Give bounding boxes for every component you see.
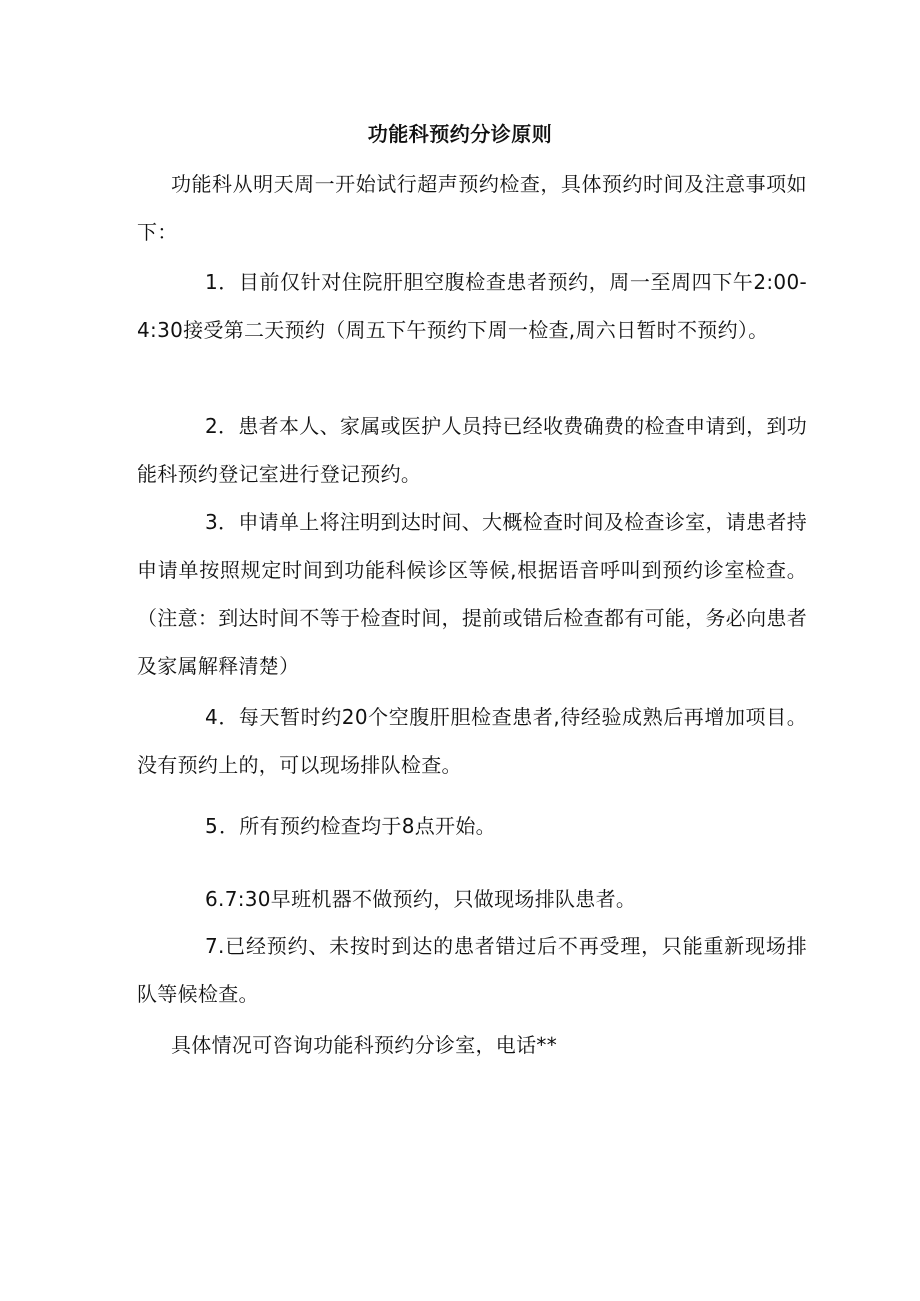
rule-text: 7:30早班机器不做预约，只做现场排队患者。	[224, 887, 637, 911]
rule-item-1	[137, 258, 807, 354]
rule-item-2	[137, 402, 807, 498]
rule-number: 1	[205, 270, 219, 294]
rule-number: 5	[205, 814, 219, 838]
rule-text: ．患者本人、家属或医护人员持已经收费确费的检查申请到，到功能科预约登记室进行登记预约。	[137, 414, 807, 486]
rule-text: 已经预约、未按时到达的患者错过后不再受理，只能重新现场排队等候检查。	[137, 934, 807, 1006]
rule-text: ．目前仅针对住院肝胆空腹检查患者预约，周一至周四下午2:00-4:30接受第二天预约（周五下午预约下周一检查,周六日暂时不预约）。	[137, 270, 807, 342]
rule-text: ．每天暂时约20个空腹肝胆检查患者,待经验成熟后再增加项目。没有预约上的，可以现场排队检查。	[137, 705, 807, 777]
rule-number: 6.	[205, 887, 225, 911]
rule-number: 4	[205, 705, 219, 729]
rule-item-3	[137, 498, 807, 690]
intro-text: 功能科从明天周一开始试行超声预约检查，具体预约时间及注意事项如下：	[137, 172, 807, 244]
document-title: 功能科预约分诊原则	[367, 122, 553, 146]
rule-number: 7.	[205, 934, 225, 958]
rule-number: 2	[205, 414, 219, 438]
rule-number: 3	[205, 510, 219, 534]
contact-paragraph	[137, 1021, 807, 1069]
rule-item-7	[137, 922, 807, 1018]
rule-item-4	[137, 693, 807, 789]
rule-item-6	[137, 875, 807, 923]
rule-item-5	[137, 802, 807, 850]
rule-text: ．所有预约检查均于8点开始。	[219, 814, 496, 838]
contact-text: 具体情况可咨询功能科预约分诊室，电话**	[171, 1033, 557, 1057]
rule-text: ．申请单上将注明到达时间、大概检查时间及检查诊室，请患者持申请单按照规定时间到功能科候诊区等候,根据语音呼叫到预约诊室检查。（注意：到达时间不等于检查时间，提前或错后检查都有可能，务必向患者及家属解释清楚）	[137, 510, 807, 678]
intro-paragraph	[137, 160, 807, 256]
